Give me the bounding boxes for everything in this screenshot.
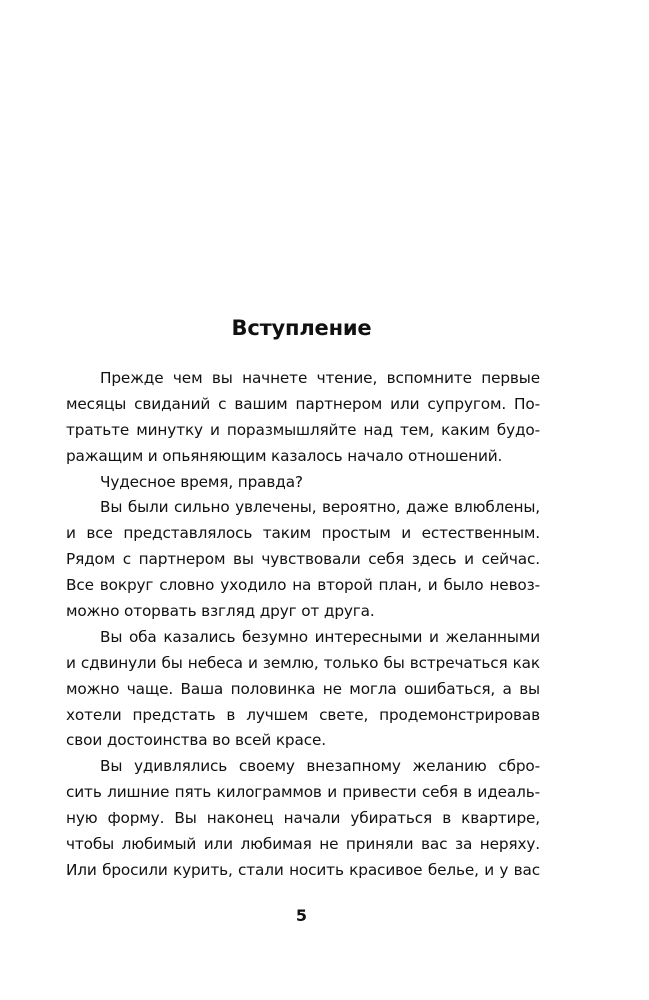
text-line: Или бросили курить, стали носить красивое белье, и у вас [66,860,540,879]
text-line: чтобы любимый или любимая не приняли вас за неряху. [66,835,540,854]
text-line: можно оторвать взгляд друг от друга. [66,602,375,621]
text-line: Все вокруг словно уходило на второй план, и было невоз- [66,576,540,595]
text-line: и сдвинули бы небеса и землю, только бы встречаться как [66,653,540,672]
text-line: и все представлялось таким простым и естественным. [66,524,540,543]
text-line: Чудесное время, правда? [100,472,303,491]
chapter-title: Вступление [231,316,372,340]
text-line: свои достоинства во всей красе. [66,731,326,750]
page-number: 5 [295,906,308,925]
text-line: хотели предстать в лучшем свете, продемонстрировав [66,705,540,724]
text-line: сить лишние пять килограммов и привести себя в идеаль- [66,783,540,802]
text-line: можно чаще. Ваша половинка не могла ошибаться, а вы [66,679,540,698]
text-line: ную форму. Вы наконец начали убираться в квартире, [66,809,540,828]
text-line: ражащим и опьяняющим казалось начало отношений. [66,446,503,465]
text-line: Вы оба казались безумно интересными и желанными [100,627,540,646]
body-text [66,366,540,884]
text-line: месяцы свиданий с вашим партнером или супругом. По- [66,394,540,413]
text-line: Прежде чем вы начнете чтение, вспомните первые [100,369,540,387]
text-line: Вы были сильно увлечены, вероятно, даже влюблены, [100,498,540,517]
text-line: Рядом с партнером вы чувствовали себя здесь и сейчас. [66,550,540,569]
text-line: тратьте минутку и поразмышляйте над тем, каким будо- [66,420,540,439]
text-line: Вы удивлялись своему внезапному желанию сбро- [100,757,540,776]
